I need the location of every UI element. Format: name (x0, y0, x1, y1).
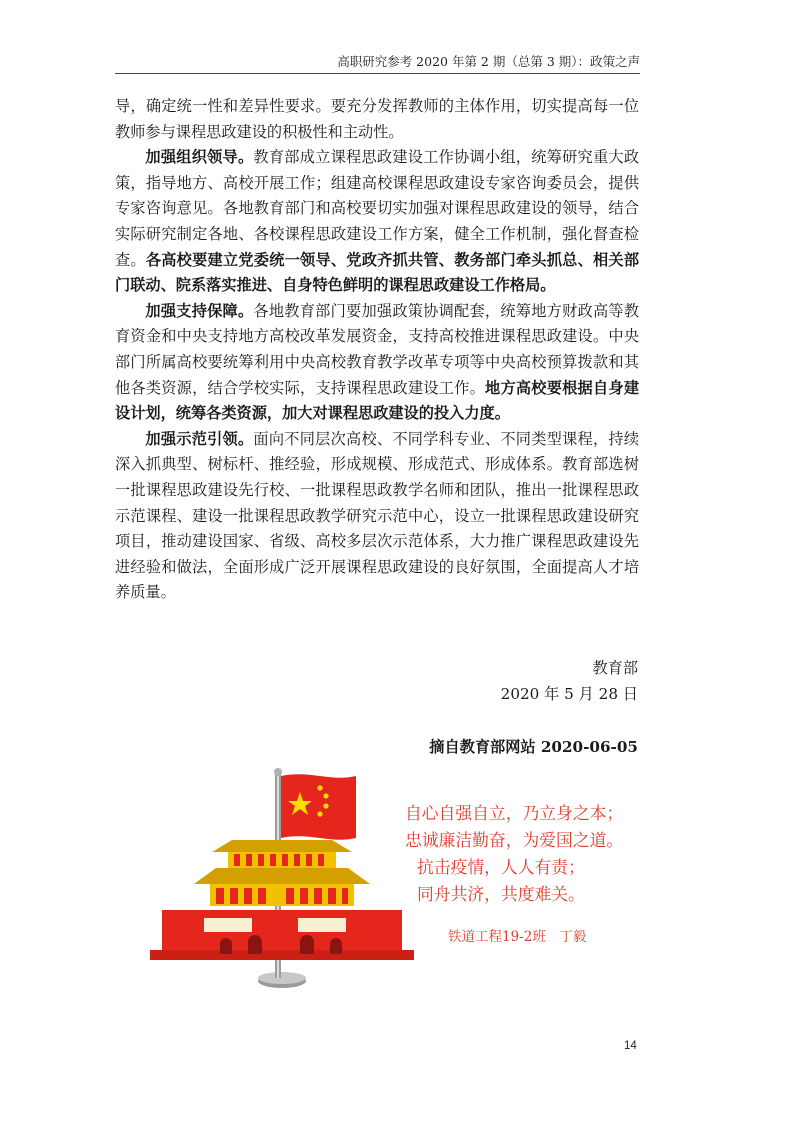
paragraph-emphasis: 地方高校要根据自身建设计划，统筹各类资源，加大对课程思政建设的投入力度。 (115, 378, 640, 423)
paragraph-organization (115, 145, 639, 299)
poem-line: 抗击疫情，人人有责； (417, 857, 585, 877)
poem-line: 同舟共济，共度难关。 (417, 884, 585, 904)
paragraph-lead: 加强示范引领。 (145, 429, 254, 448)
paragraph-support (115, 299, 639, 427)
paragraph-lead: 加强支持保障。 (145, 301, 254, 320)
header-rule (115, 73, 640, 74)
paragraph-text: 教育部成立课程思政建设工作协调小组，统筹研究重大政策，指导地方、高校开展工作；组建高校课程思政建设专家咨询委员会，提供专家咨询意见。各地教育部门和高校要切实加强对课程思政建设的领导，结合实际研究制定各地、各校课程思政建设工作方案，健全工作机制，强化督查检查。 (115, 148, 640, 269)
source-note: 摘自教育部网站 2020-06-05 (429, 738, 638, 756)
poem-line: 忠诚廉洁勤奋，为爱国之道。 (405, 830, 624, 850)
poem (405, 800, 635, 908)
body-text (115, 94, 639, 606)
signature-date: 2020 年 5 月 28 日 (500, 685, 638, 703)
paragraph-text: 面向不同层次高校、不同学科专业、不同类型课程，持续深入抓典型、树标杆、推经验，形成规模、形成范式、形成体系。教育部选树一批课程思政建设先行校、一批课程思政教学名师和团队，推出一批课程思政示范课程、建设一批课程思政教学研究示范中心，设立一批课程思政建设研究项目，推动建设国家、省级、高校多层次示范体系，大力推广课程思政建设先进经验和做法，全面形成广泛开展课程思政建设的良好氛围，全面提高人才培养质量。 (115, 429, 640, 602)
paragraph-demonstration (115, 427, 639, 606)
page-number: 14 (624, 1040, 637, 1052)
paragraph-text: 各地教育部门要加强政策协调配套，统筹地方财政高等教育资金和中央支持地方高校改革发展资金，支持高校推进课程思政建设。中央部门所属高校要统筹利用中央高校教育教学改革专项等中央高校预算拨款和其他各类资源，结合学校实际，支持课程思政建设工作。 (115, 301, 640, 397)
national-flag-icon (281, 774, 356, 839)
paragraph-lead: 加强组织领导。 (145, 148, 254, 167)
paragraph-emphasis: 各高校要建立党委统一领导、党政齐抓共管、教务部门牵头抓总、相关部门联动、院系落实推进、自身特色鲜明的课程思政建设工作格局。 (115, 250, 640, 295)
signature-organization: 教育部 (592, 659, 638, 677)
poem-line: 自心自强自立，乃立身之本； (405, 803, 624, 823)
paragraph-text: 导，确定统一性和差异性要求。要充分发挥教师的主体作用，切实提高每一位教师参与课程思政建设的积极性和主动性。 (115, 97, 639, 141)
running-header: 高职研究参考 2020 年第 2 期（总第 3 期）：政策之声 (337, 54, 640, 69)
paragraph-continuation (115, 94, 639, 145)
poem-author: 铁道工程19-2班 丁毅 (448, 929, 587, 945)
tiananmen-gate-icon (150, 840, 414, 960)
